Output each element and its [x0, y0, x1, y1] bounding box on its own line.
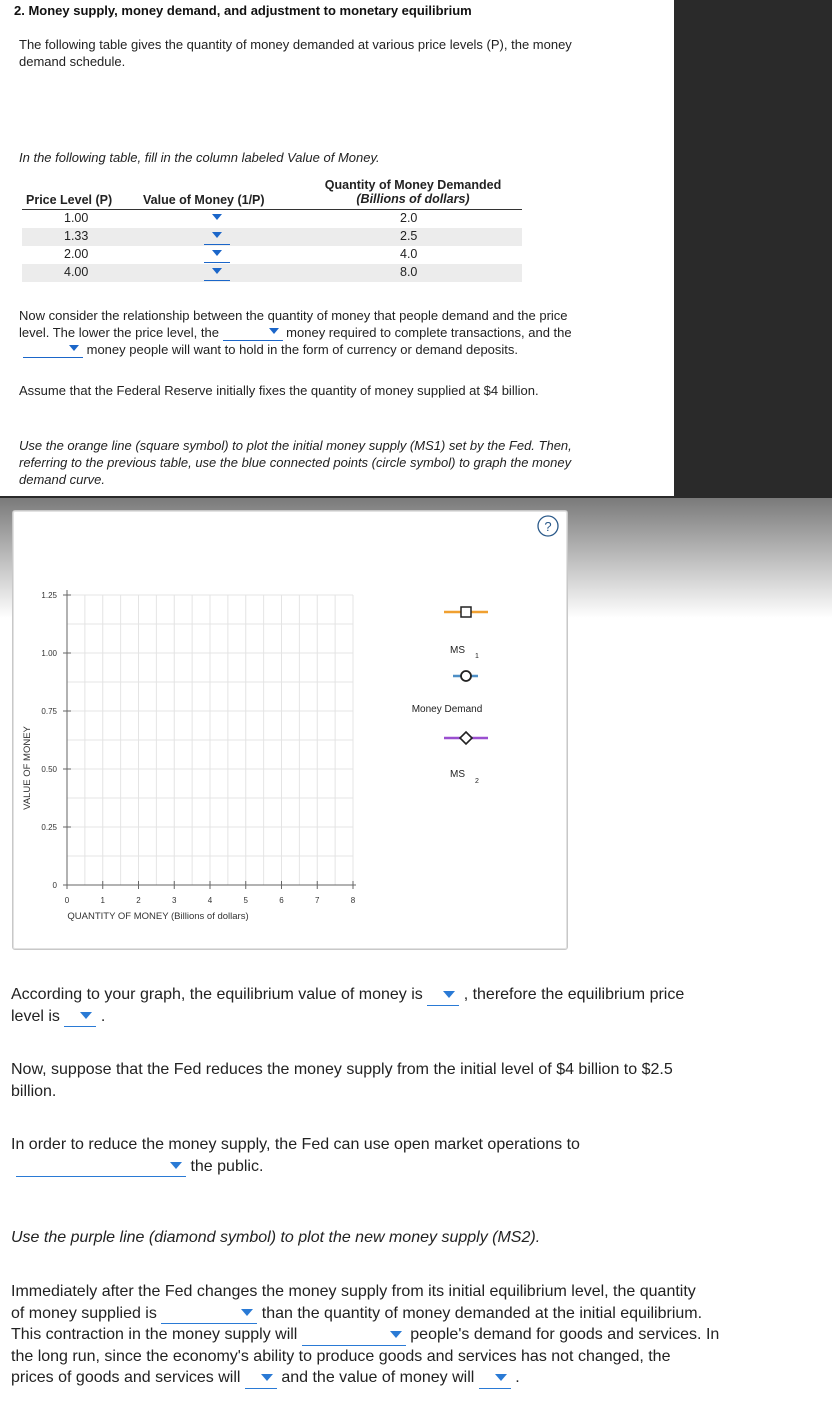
- header-price: Price Level (P): [26, 193, 113, 207]
- chevron-down-icon: [443, 991, 455, 998]
- chevron-down-icon: [390, 1331, 402, 1338]
- value-of-money-dropdown[interactable]: [479, 1372, 511, 1389]
- header-qty: Quantity of Money Demanded (Billions of dollars): [324, 178, 502, 206]
- x-tick-label: 8: [350, 896, 356, 905]
- price-cell: 1.33: [64, 229, 89, 243]
- x-tick-label: 7: [315, 896, 320, 905]
- y-tick-label: 0: [52, 881, 57, 890]
- y-tick-label: 0.50: [41, 765, 57, 774]
- money-demand-tool[interactable]: [453, 671, 478, 681]
- price-cell: 2.00: [64, 247, 89, 261]
- prices-dropdown[interactable]: [245, 1372, 277, 1389]
- quantity-supplied-dropdown[interactable]: [161, 1307, 257, 1324]
- demand-effect-dropdown[interactable]: [302, 1329, 406, 1346]
- qty-cell: 8.0: [400, 265, 418, 279]
- relationship-paragraph: Now consider the relationship between the quantity of money that people demand and the price level. The lower the price level, the money required to complete transactions, and the money people will want to hold in the form of currency or demand deposits.: [19, 308, 572, 357]
- square-icon: [461, 607, 471, 617]
- question-title: 2. Money supply, money demand, and adjustment to monetary equilibrium: [14, 3, 472, 18]
- plot-axes: [41, 590, 356, 905]
- open-market-dropdown[interactable]: [16, 1160, 186, 1177]
- qty-cell: 4.0: [400, 247, 418, 261]
- svg-text:?: ?: [544, 519, 552, 534]
- y-tick-label: 0.75: [41, 707, 57, 716]
- chevron-down-icon: [495, 1374, 507, 1381]
- y-tick-label: 1.00: [41, 649, 57, 658]
- equilibrium-value-dropdown[interactable]: [427, 989, 459, 1006]
- purple-instruction: Use the purple line (diamond symbol) to plot the new money supply (MS2).: [11, 1229, 541, 1246]
- ms2-tool[interactable]: [444, 732, 488, 744]
- y-tick-label: 0.25: [41, 823, 57, 832]
- help-icon[interactable]: [538, 516, 558, 536]
- x-tick-label: 2: [136, 896, 141, 905]
- equilibrium-price-dropdown[interactable]: [64, 1010, 96, 1027]
- x-tick-label: 5: [243, 896, 248, 905]
- plot-grid: [67, 595, 353, 885]
- header-value: Value of Money (1/P): [143, 193, 265, 207]
- x-tick-label: 0: [64, 896, 70, 905]
- ms1-label: MS: [450, 645, 465, 656]
- graph-instruction: Use the orange line (square symbol) to plot the initial money supply (MS1) set by the Fed. Then, referring to the previous table, use the blue connected points (circle symbol) to graph the money demand curve.: [19, 438, 572, 487]
- diamond-icon: [460, 732, 472, 744]
- circle-icon: [461, 671, 471, 681]
- chevron-down-icon: [261, 1374, 273, 1381]
- y-axis-label: VALUE OF MONEY: [22, 726, 33, 810]
- open-market-question: In order to reduce the money supply, the Fed can use open market operations to the public.: [11, 1134, 580, 1177]
- x-axis-label: QUANTITY OF MONEY (Billions of dollars): [67, 911, 249, 922]
- intro-text: The following table gives the quantity of money demanded at various price levels (P), the money demand schedule.: [19, 37, 572, 69]
- chevron-down-icon: [80, 1012, 92, 1019]
- y-tick-label: 1.25: [41, 591, 57, 600]
- price-cell: 4.00: [64, 265, 89, 279]
- ms2-label: MS: [450, 769, 465, 780]
- x-tick-label: 6: [279, 896, 284, 905]
- ms1-subscript: 1: [475, 653, 479, 660]
- equilibrium-question: According to your graph, the equilibrium value of money is , therefore the equilibrium price level is .: [11, 984, 821, 1027]
- x-tick-label: 1: [100, 896, 105, 905]
- qty-cell: 2.5: [400, 229, 418, 243]
- table-instruction: In the following table, fill in the column labeled Value of Money.: [19, 150, 380, 165]
- qty-cell: 2.0: [400, 211, 418, 225]
- ms2-subscript: 2: [475, 778, 479, 785]
- reduce-supply-text: Now, suppose that the Fed reduces the money supply from the initial level of $4 billion to $2.5 billion.: [11, 1061, 673, 1100]
- x-tick-label: 4: [207, 896, 213, 905]
- price-cell: 1.00: [64, 211, 89, 225]
- x-tick-label: 3: [172, 896, 177, 905]
- chevron-down-icon: [170, 1162, 182, 1169]
- chevron-down-icon: [241, 1309, 253, 1316]
- ms1-tool[interactable]: [444, 607, 488, 617]
- assume-text: Assume that the Federal Reserve initially fixes the quantity of money supplied at $4 billion.: [19, 383, 539, 398]
- final-question: Immediately after the Fed changes the money supply from its initial equilibrium level, the quantity of money supplied is than the quantity of money demanded at the initial equilibrium. This contraction in the money supply will people's demand for goods and services. In the long run, since the economy's ability to produce goods and services has not changed, the prices of goods and services will and the value of money will .: [11, 1281, 826, 1389]
- money-demand-label: Money Demand: [411, 704, 483, 715]
